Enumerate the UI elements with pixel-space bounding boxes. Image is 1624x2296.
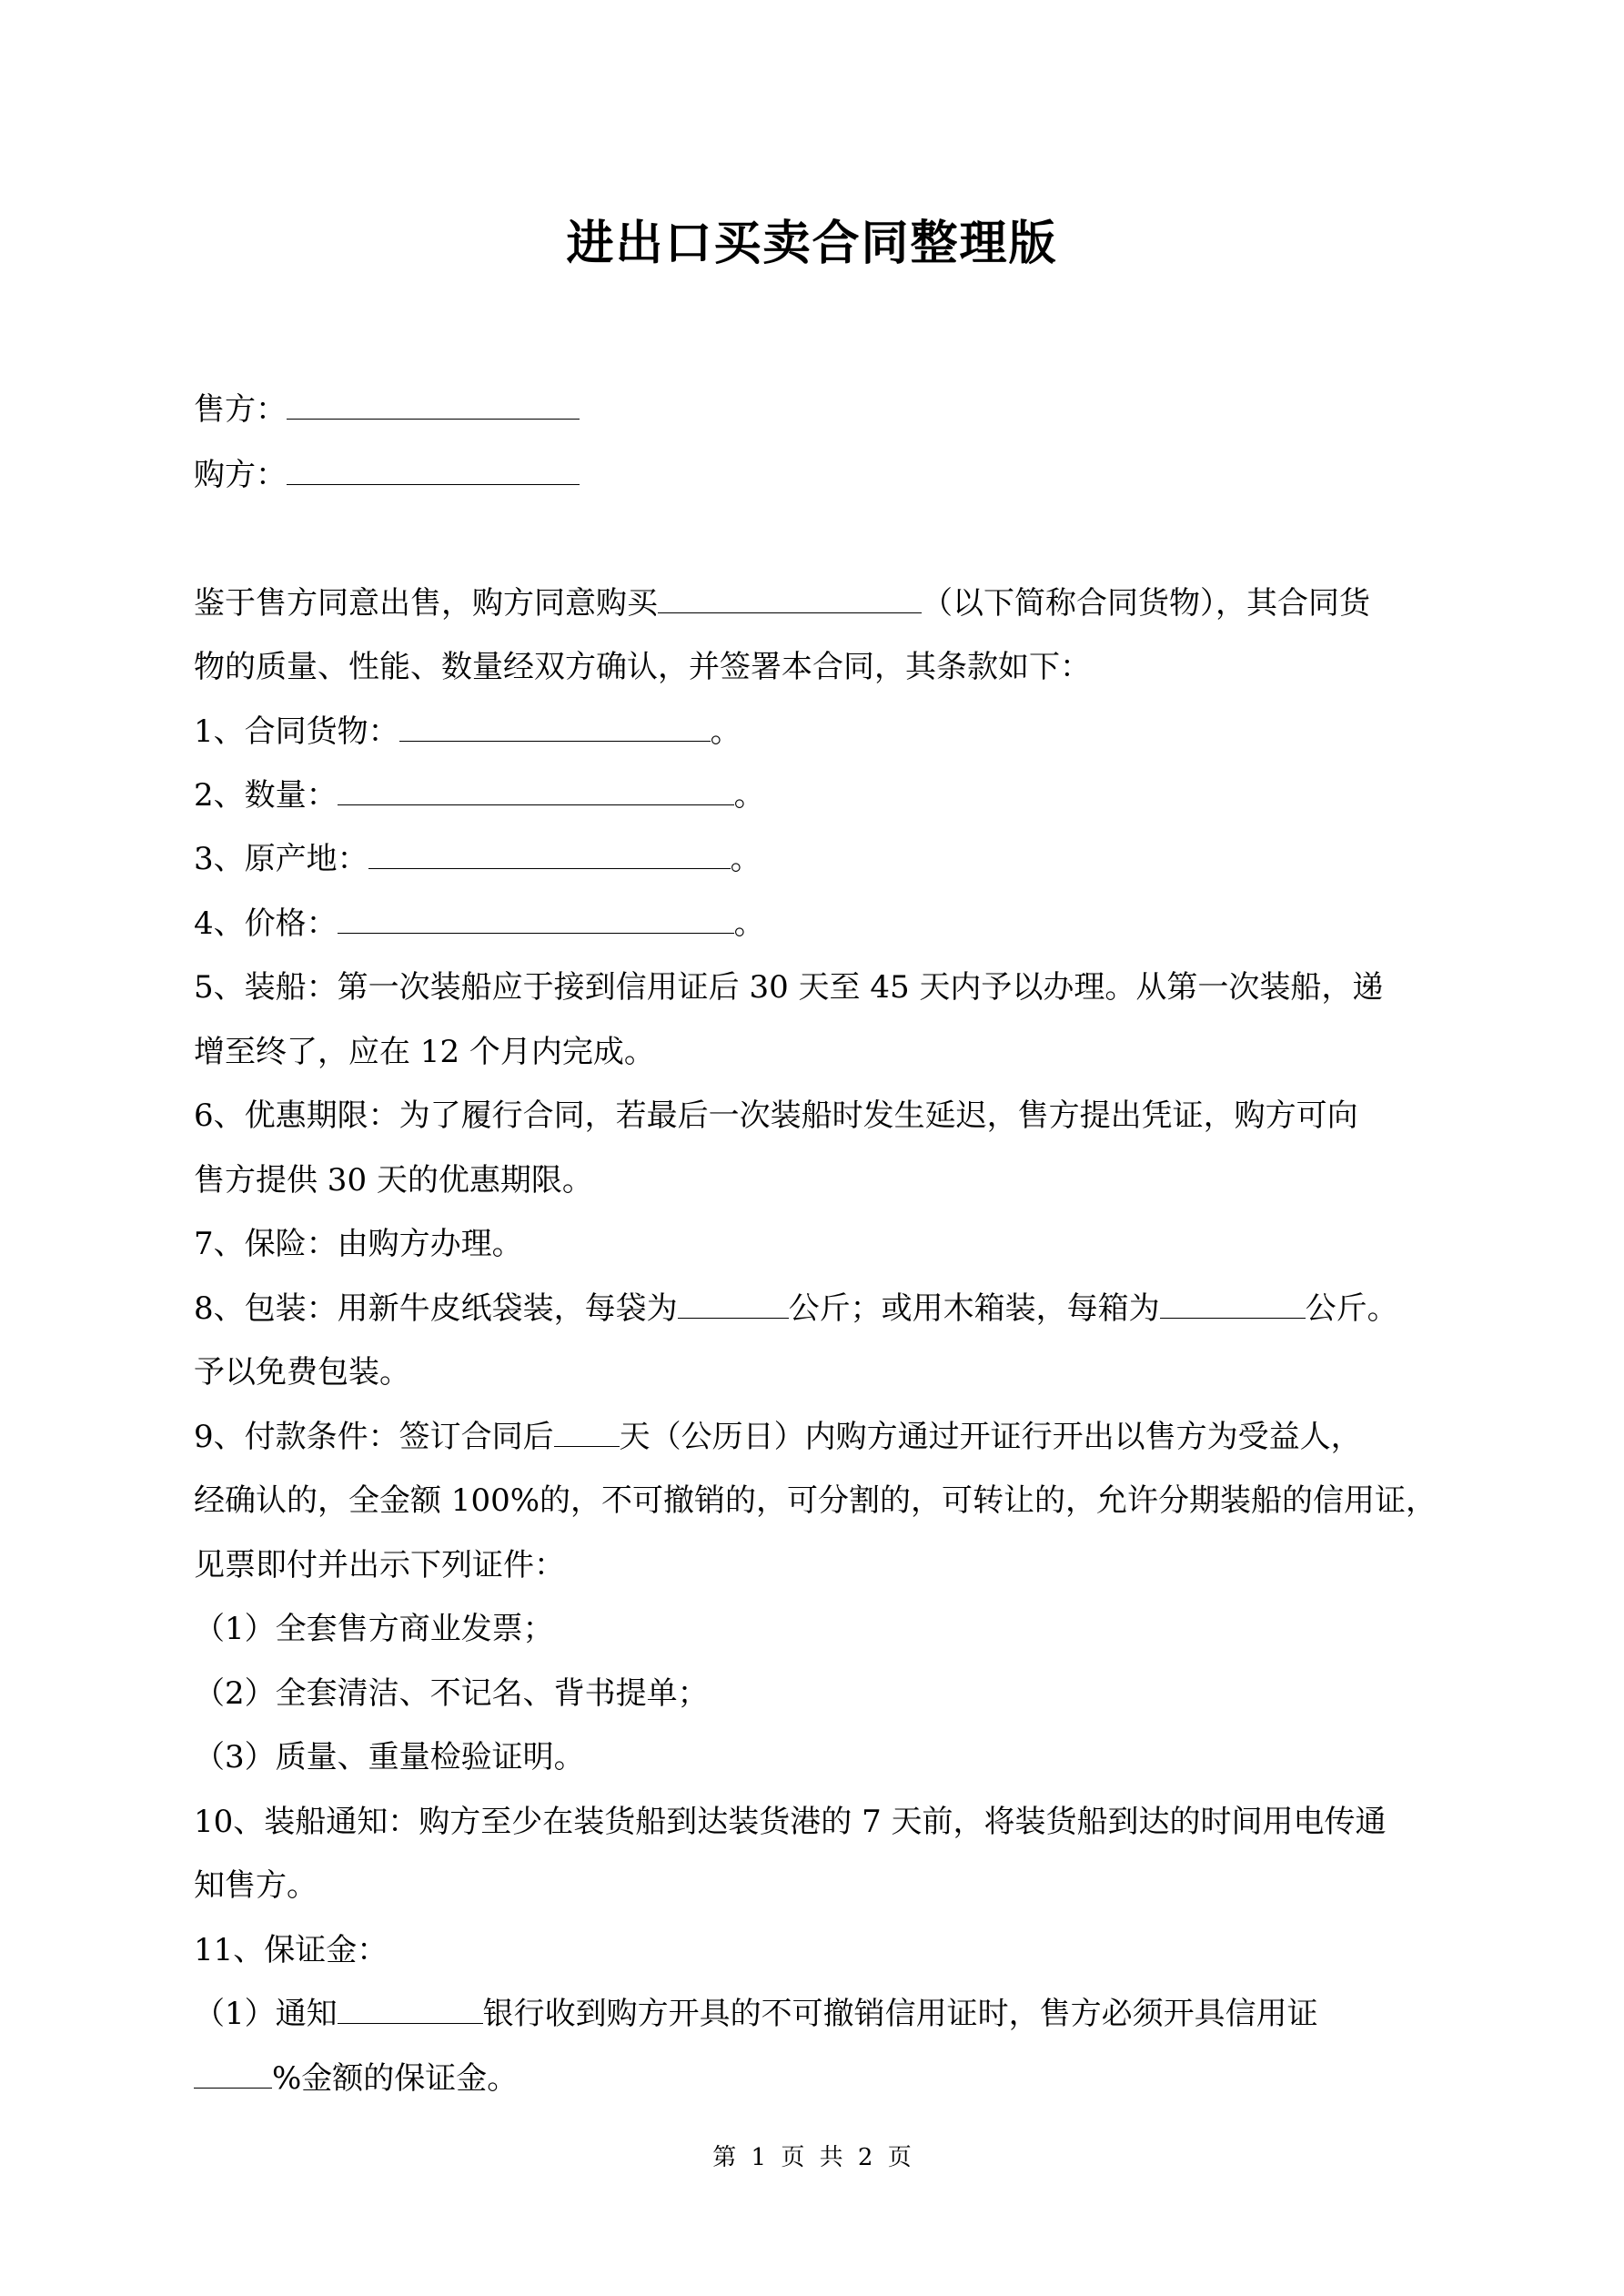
days-blank[interactable] bbox=[554, 1419, 620, 1447]
clause-5-line-1: 5、装船：第一次装船应于接到信用证后 30 天至 45 天内予以办理。从第一次装船，递 bbox=[194, 969, 1384, 1006]
page-footer: 第 1 页 共 2 页 bbox=[712, 2144, 912, 2171]
intro-text-a: 鉴于售方同意出售，购方同意购买 bbox=[194, 585, 658, 622]
clause-6-line-1: 6、优惠期限：为了履行合同，若最后一次装船时发生延迟，售方提出凭证，购方可向 bbox=[194, 1097, 1358, 1134]
clause-8-text-b: 公斤；或用木箱装，每箱为 bbox=[788, 1290, 1160, 1327]
clause-11-text-b: 银行收到购方开具的不可撤销信用证时，售方必须开具信用证 bbox=[482, 1996, 1318, 2032]
clause-1-period: 。 bbox=[710, 713, 741, 750]
buyer-label: 购方： bbox=[194, 457, 287, 493]
clause-1 bbox=[194, 712, 1442, 752]
seller-label: 售方： bbox=[194, 391, 287, 428]
clause-2-blank[interactable] bbox=[338, 777, 734, 805]
clause-7: 7、保险：由购方办理。 bbox=[194, 1226, 523, 1262]
clause-9-line-3: 见票即付并出示下列证件： bbox=[194, 1547, 565, 1583]
clause-6-line-2: 售方提供 30 天的优惠期限。 bbox=[194, 1162, 593, 1199]
percent-blank[interactable] bbox=[194, 2060, 272, 2089]
bag-weight-blank[interactable] bbox=[678, 1290, 789, 1319]
clause-4-period: 。 bbox=[733, 905, 765, 942]
clause-11: 11、保证金： bbox=[194, 1932, 388, 1968]
clause-2-period: 。 bbox=[733, 777, 765, 814]
clause-4-label: 4、价格： bbox=[194, 905, 338, 942]
clause-3-label: 3、原产地： bbox=[194, 841, 368, 877]
clause-9-text-a: 9、付款条件：签订合同后 bbox=[194, 1419, 554, 1455]
clause-8-line-2: 予以免费包装。 bbox=[194, 1354, 410, 1391]
seller-line bbox=[194, 389, 1442, 430]
buyer-line bbox=[194, 455, 1442, 495]
intro-line-2: 物的质量、性能、数量经双方确认，并签署本合同，其条款如下： bbox=[194, 649, 1091, 685]
intro-text-b: （以下简称合同货物），其合同货 bbox=[922, 585, 1370, 622]
document-title: 进出口买卖合同整理版 bbox=[566, 216, 1058, 271]
clause-10-line-1: 10、装船通知：购方至少在装货船到达装货港的 7 天前，将装货船到达的时间用电传通 bbox=[194, 1804, 1387, 1840]
seller-blank[interactable] bbox=[287, 391, 580, 420]
clause-11-item-1-line-1 bbox=[194, 1994, 1442, 2034]
clause-9-line-1 bbox=[194, 1417, 1442, 1457]
bank-blank[interactable] bbox=[338, 1996, 483, 2024]
clause-1-blank[interactable] bbox=[399, 713, 711, 742]
clause-9-line-2: 经确认的，全金额 100%的，不可撤销的，可分割的，可转让的，允许分期装船的信用证， bbox=[194, 1482, 1437, 1519]
clause-8-line-1 bbox=[194, 1289, 1442, 1329]
clause-2-label: 2、数量： bbox=[194, 777, 338, 814]
clause-10-line-2: 知售方。 bbox=[194, 1867, 318, 1904]
clause-11-text-c: %金额的保证金。 bbox=[272, 2060, 519, 2097]
clause-3 bbox=[194, 839, 1442, 879]
clause-9-item-1: （1）全套售方商业发票； bbox=[194, 1611, 554, 1647]
clause-2 bbox=[194, 775, 1442, 815]
clause-9-text-b: 天（公历日）内购方通过开证行开出以售方为受益人， bbox=[619, 1419, 1362, 1455]
clause-5-line-2: 增至终了，应在 12 个月内完成。 bbox=[194, 1034, 655, 1070]
clause-8-text-a: 8、包装：用新牛皮纸袋装，每袋为 bbox=[194, 1290, 678, 1327]
intro-line-1 bbox=[194, 583, 1442, 623]
clause-11-item-1-line-2 bbox=[194, 2058, 1442, 2099]
clause-11-text-a: （1）通知 bbox=[194, 1996, 338, 2032]
clause-9-item-3: （3）质量、重量检验证明。 bbox=[194, 1739, 585, 1775]
clause-4-blank[interactable] bbox=[338, 905, 734, 934]
goods-blank[interactable] bbox=[658, 585, 922, 613]
buyer-blank[interactable] bbox=[287, 457, 580, 485]
clause-8-text-c: 公斤。 bbox=[1305, 1290, 1398, 1327]
clause-9-item-2: （2）全套清洁、不记名、背书提单； bbox=[194, 1675, 709, 1712]
box-weight-blank[interactable] bbox=[1160, 1290, 1306, 1319]
clause-3-blank[interactable] bbox=[368, 841, 731, 869]
clause-3-period: 。 bbox=[730, 841, 762, 877]
clause-1-label: 1、合同货物： bbox=[194, 713, 399, 750]
clause-4 bbox=[194, 904, 1442, 944]
